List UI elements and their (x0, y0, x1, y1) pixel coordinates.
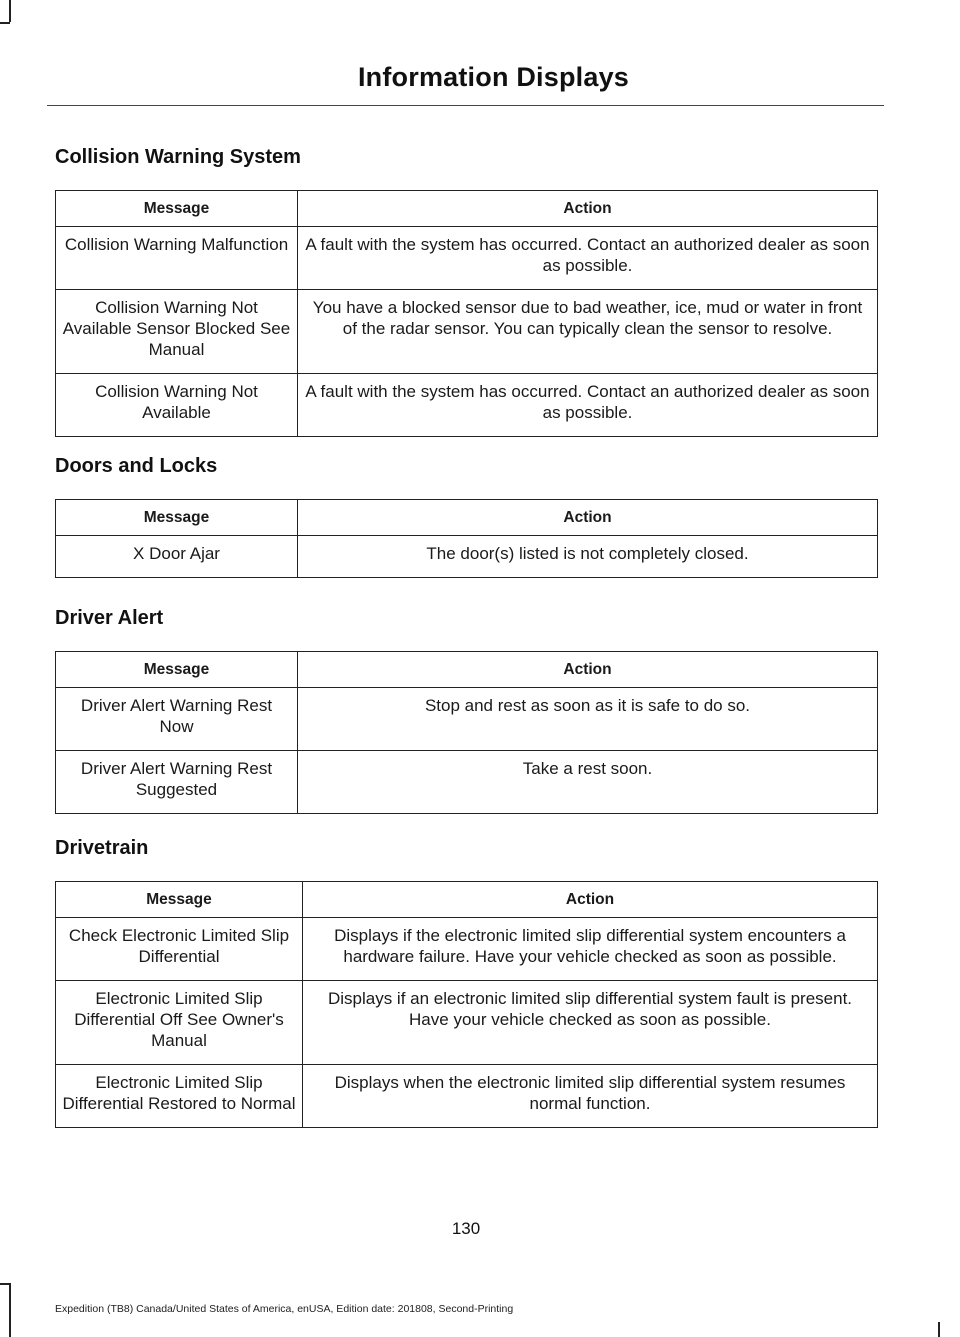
message-cell: Check Electronic Limited Slip Differential (56, 918, 303, 981)
column-header-action: Action (298, 191, 878, 227)
table-row (56, 751, 878, 814)
table-header-row (56, 500, 878, 536)
page-title: Information Displays (357, 62, 629, 92)
message-cell: Driver Alert Warning Rest Now (56, 688, 298, 751)
message-cell: Collision Warning Not Available (56, 374, 298, 437)
table-row (56, 981, 878, 1065)
drivetrain-table (55, 881, 878, 1128)
column-header-message: Message (56, 652, 298, 688)
action-cell: Displays if an electronic limited slip differential system fault is present. Have your vehicle checked as soon as possible. (303, 981, 878, 1065)
crop-mark-bottom-right-vertical (938, 1322, 940, 1337)
crop-mark-top-left-vertical (9, 0, 11, 22)
table-row (56, 688, 878, 751)
doors-and-locks-table (55, 499, 878, 578)
column-header-action: Action (303, 882, 878, 918)
table-header-row (56, 652, 878, 688)
action-cell: A fault with the system has occurred. Contact an authorized dealer as soon as possible. (298, 227, 878, 290)
section-heading-driver-alert: Driver Alert (55, 607, 164, 629)
column-header-message: Message (56, 882, 303, 918)
action-cell: Displays when the electronic limited slip differential system resumes normal function. (303, 1065, 878, 1128)
message-cell: Driver Alert Warning Rest Suggested (56, 751, 298, 814)
column-header-message: Message (56, 500, 298, 536)
table-row (56, 290, 878, 374)
message-cell: Collision Warning Not Available Sensor Blocked See Manual (56, 290, 298, 374)
column-header-action: Action (298, 652, 878, 688)
section-heading-drivetrain: Drivetrain (55, 837, 149, 859)
action-cell: The door(s) listed is not completely closed. (298, 536, 878, 578)
action-cell: Take a rest soon. (298, 751, 878, 814)
message-cell: Collision Warning Malfunction (56, 227, 298, 290)
table-row (56, 227, 878, 290)
crop-mark-top-left-horizontal (0, 22, 10, 24)
action-cell: A fault with the system has occurred. Contact an authorized dealer as soon as possible. (298, 374, 878, 437)
action-cell: Displays if the electronic limited slip differential system encounters a hardware failure. Have your vehicle checked as soon as possible. (303, 918, 878, 981)
page-number: 130 (451, 1219, 481, 1238)
table-header-row (56, 191, 878, 227)
action-cell: You have a blocked sensor due to bad weather, ice, mud or water in front of the radar sensor. You can typically clean the sensor to resolve. (298, 290, 878, 374)
table-header-row (56, 882, 878, 918)
table-row (56, 1065, 878, 1128)
section-heading-collision-warning-system: Collision Warning System (55, 146, 301, 168)
section-heading-doors-and-locks: Doors and Locks (55, 455, 218, 477)
message-cell: Electronic Limited Slip Differential Restored to Normal (56, 1065, 303, 1128)
column-header-message: Message (56, 191, 298, 227)
message-cell: Electronic Limited Slip Differential Off See Owner's Manual (56, 981, 303, 1065)
table-row (56, 536, 878, 578)
collision-warning-table (55, 190, 878, 437)
action-cell: Stop and rest as soon as it is safe to do so. (298, 688, 878, 751)
column-header-action: Action (298, 500, 878, 536)
table-row (56, 918, 878, 981)
header-divider (47, 105, 884, 106)
table-row (56, 374, 878, 437)
driver-alert-table (55, 651, 878, 814)
message-cell: X Door Ajar (56, 536, 298, 578)
edition-footer: Expedition (TB8) Canada/United States of America, enUSA, Edition date: 201808, Second-Printing (55, 1303, 514, 1315)
crop-mark-bottom-left-vertical (9, 1283, 11, 1337)
